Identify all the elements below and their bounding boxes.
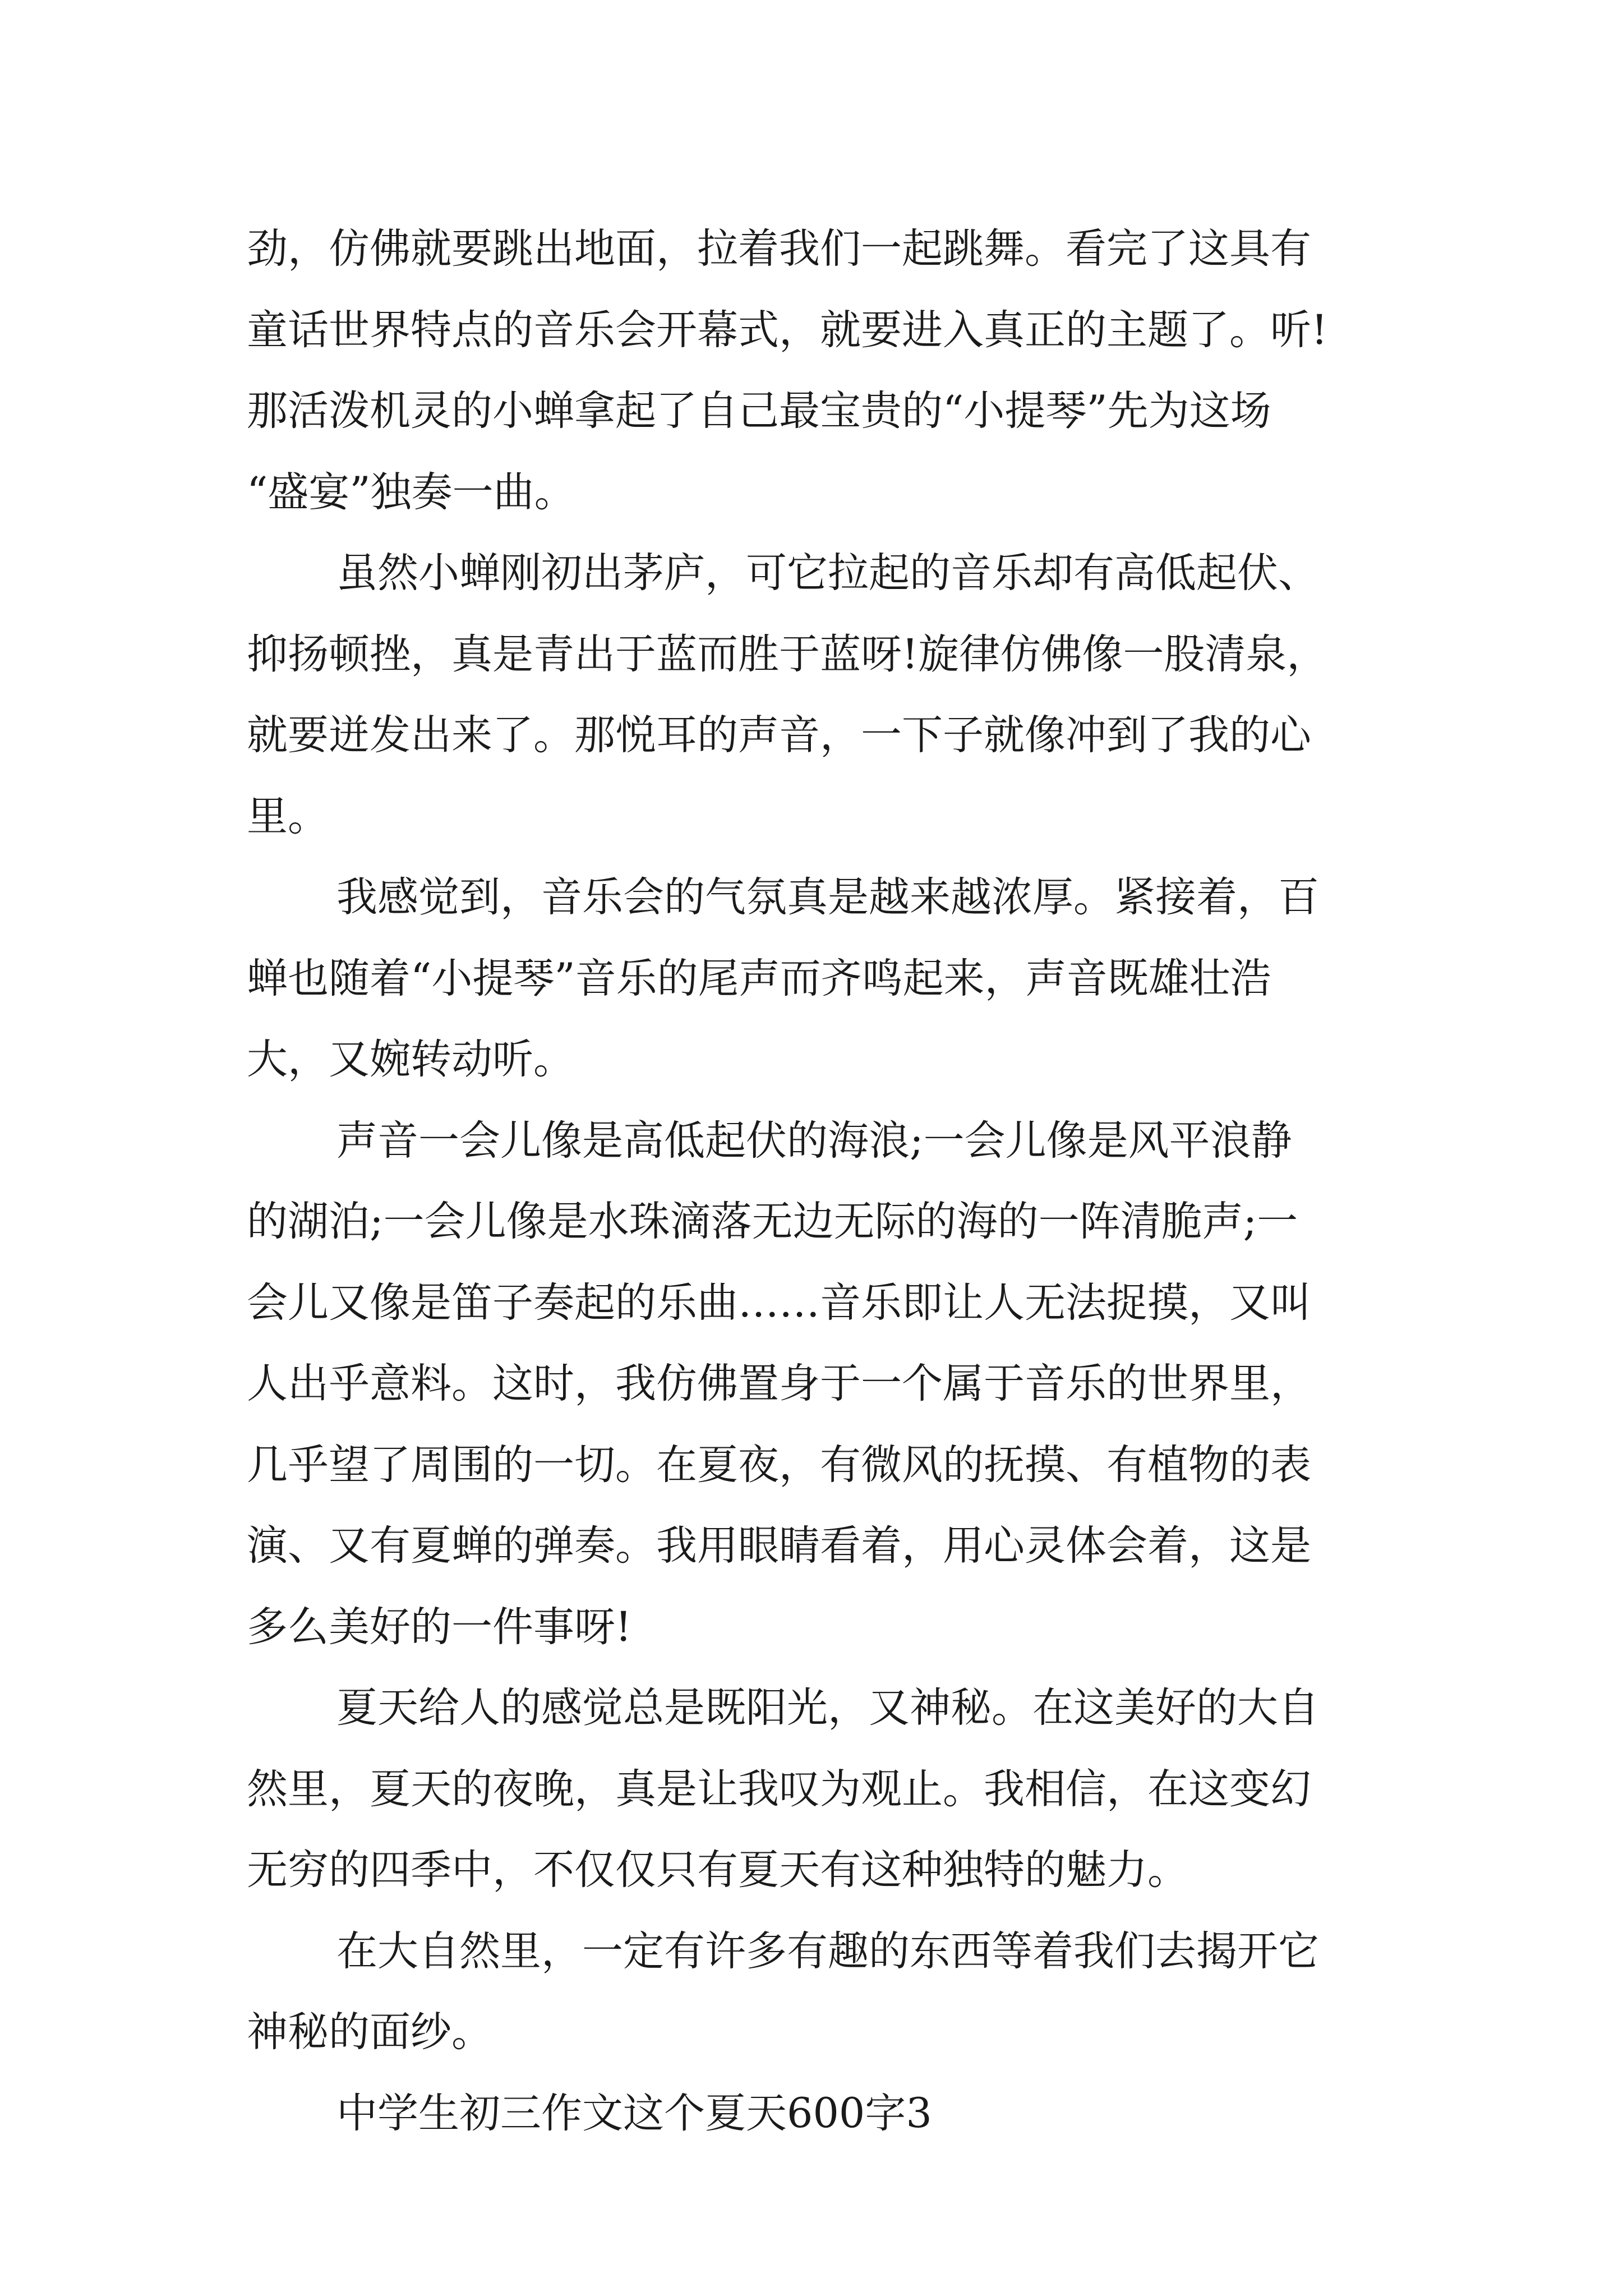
text-line: 的湖泊;一会儿像是水珠滴落无边无际的海的一阵清脆声;一 [247,1198,1298,1245]
text-line: 多么美好的一件事呀! [247,1603,632,1651]
paragraph [247,209,1380,533]
text-line: 演、又有夏蝉的弹奏。我用眼睛看着，用心灵体会着，这是 [247,1522,1311,1570]
text-line: 几乎望了周围的一切。在夏夜，有微风的抚摸、有植物的表 [247,1441,1311,1489]
text-line: 大，又婉转动听。 [247,1036,574,1083]
text-line: 夏天给人的感觉总是既阳光，又神秘。在这美好的大自 [336,1684,1319,1732]
section-heading [247,2073,1380,2155]
text-line: 人出乎意料。这时，我仿佛置身于一个属于音乐的世界里， [247,1360,1311,1407]
paragraph [247,857,1380,1101]
text-line: 在大自然里，一定有许多有趣的东西等着我们去揭开它 [336,1927,1319,1975]
text-line: “盛宴”独奏一曲。 [247,468,575,516]
text-line: 那活泼机灵的小蝉拿起了自己最宝贵的“小提琴”先为这场 [247,387,1271,435]
text-line: 蝉也随着“小提琴”音乐的尾声而齐鸣起来，声音既雄壮浩 [247,954,1271,1002]
text-line: 我感觉到，音乐会的气氛真是越来越浓厚。紧接着，百 [336,873,1319,921]
text-line: 声音一会儿像是高低起伏的海浪;一会儿像是风平浪静 [336,1116,1292,1165]
text-line: 虽然小蝉刚初出茅庐，可它拉起的音乐却有高低起伏、 [336,549,1319,597]
body-text [247,209,1380,2154]
text-line: 会儿又像是笛子奏起的乐曲……音乐即让人无法捉摸，又叫 [247,1278,1311,1327]
text-line: 劲，仿佛就要跳出地面，拉着我们一起跳舞。看完了这具有 [247,225,1311,273]
text-line: 然里，夏天的夜晚，真是让我叹为观止。我相信，在这变幻 [247,1765,1311,1813]
text-line: 就要迸发出来了。那悦耳的声音，一下子就像冲到了我的心 [247,711,1311,759]
text-line: 无穷的四季中，不仅仅只有夏天有这种独特的魅力。 [247,1846,1188,1894]
paragraph [247,1911,1380,2073]
text-line: 童话世界特点的音乐会开幕式，就要进入真正的主题了。听! [247,306,1328,354]
text-line: 抑扬顿挫，真是青出于蓝而胜于蓝呀!旋律仿佛像一股清泉， [247,630,1328,678]
text-line: 里。 [247,792,329,840]
text-line: 神秘的面纱。 [247,2008,492,2056]
paragraph [247,533,1380,857]
paragraph [247,1101,1380,1668]
heading-line: 中学生初三作文这个夏天600字3 [336,2089,932,2137]
paragraph [247,1668,1380,1911]
